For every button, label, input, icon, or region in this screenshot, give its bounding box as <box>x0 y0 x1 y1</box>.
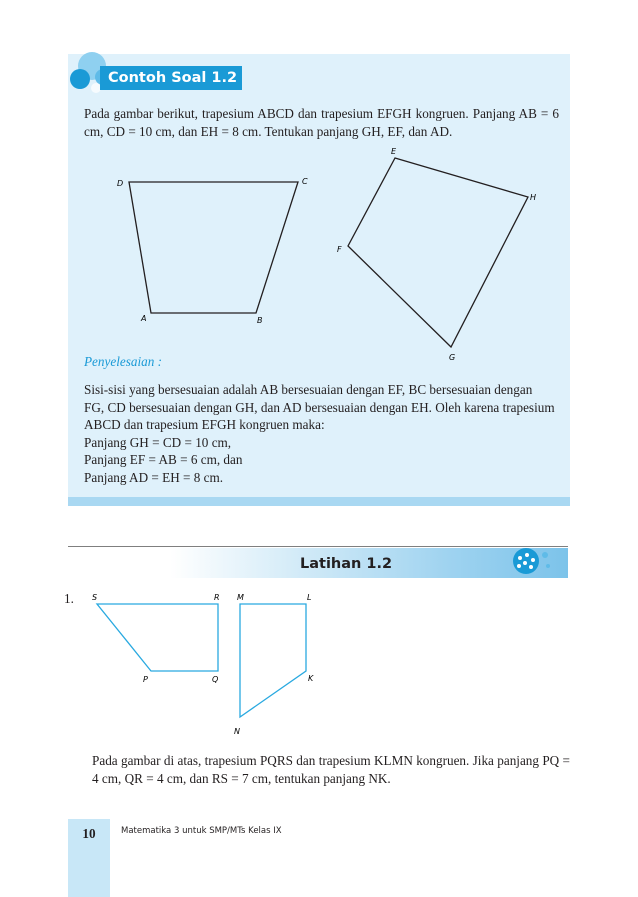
label-c: C <box>302 177 308 186</box>
label-a: A <box>141 314 147 323</box>
label-f: F <box>337 245 342 254</box>
label-g: G <box>449 353 456 362</box>
label-k: K <box>308 674 314 683</box>
solution-line: Panjang AD = EH = 8 cm. <box>84 469 224 485</box>
label-l: L <box>307 593 312 602</box>
trapezoid-pqrs <box>97 604 218 671</box>
label-s: S <box>92 593 98 602</box>
example-title: Contoh Soal 1.2 <box>108 70 238 86</box>
label-b: B <box>257 316 263 325</box>
label-d: D <box>117 179 124 188</box>
label-n: N <box>234 727 240 736</box>
label-q: Q <box>212 675 219 684</box>
solution-line: FG, CD bersesuaian dengan GH, dan AD bersesuaian dengan EH. Oleh karena trapesium <box>84 399 555 415</box>
label-e: E <box>391 147 397 156</box>
exercise-text: Pada gambar di atas, trapesium PQRS dan trapesium KLMN kongruen. Jika panjang PQ = 4 cm, QR = 4 cm, dan RS = 7 cm, tentukan panjang NK. <box>92 753 570 786</box>
latihan-title: Latihan 1.2 <box>300 556 393 572</box>
example-problem-text: Pada gambar berikut, trapesium ABCD dan trapesium EFGH kongruen. Panjang AB = 6 cm, CD = 10 cm, dan EH = 8 cm. Tentukan panjang GH, EF, dan AD. <box>84 106 559 139</box>
label-r: R <box>214 593 220 602</box>
solution-line: Panjang EF = AB = 6 cm, dan <box>84 452 243 467</box>
label-m: M <box>237 593 244 602</box>
solution-line: ABCD dan trapesium EFGH kongruen maka: <box>84 417 325 432</box>
solution-line: Panjang GH = CD = 10 cm, <box>84 434 232 450</box>
page-number: 10 <box>82 826 96 841</box>
label-h: H <box>530 193 537 202</box>
solution-heading: Penyelesaian : <box>84 354 162 369</box>
trapezoid-klmn <box>240 604 306 717</box>
footer-book-title: Matematika 3 untuk SMP/MTs Kelas IX <box>121 826 282 836</box>
solution-line: Sisi-sisi yang bersesuaian adalah AB bersesuaian dengan EF, BC bersesuaian dengan <box>84 382 533 397</box>
exercise-number: 1. <box>64 591 74 606</box>
label-p: P <box>143 675 148 684</box>
